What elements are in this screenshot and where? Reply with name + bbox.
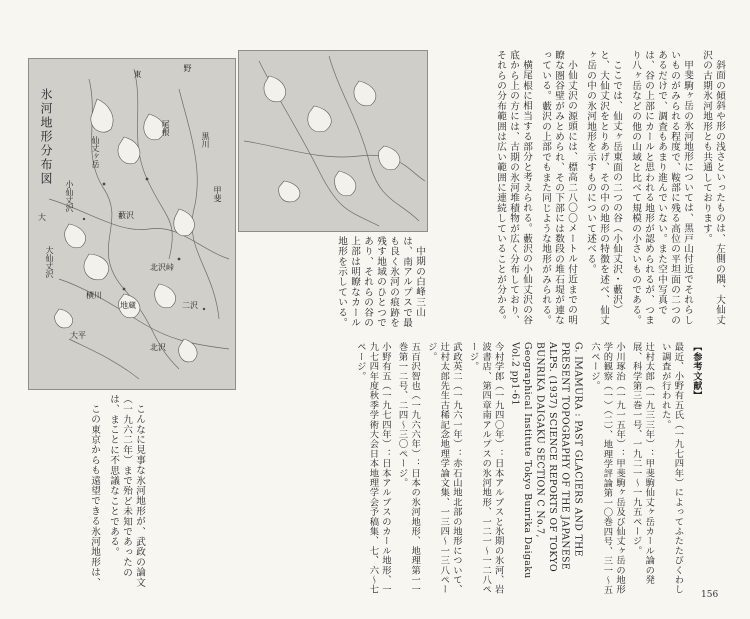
page-number: 156 <box>701 590 719 600</box>
map-label: 藪沢 <box>118 211 134 220</box>
map-label: 二沢 <box>182 301 198 310</box>
reference-item: 小野有五（一九七四年）：日本アルプスのカール地形、一九七四年度秋季学術大会日本地理学会予稿集、七、六〜七ページ。 <box>354 342 391 595</box>
paragraph: 中期の白峰三山は、南アルプスで最も良く氷河の痕跡を残す地域のひとつであり、それらの谷の上部は明瞭なカール地形を示している。 <box>336 236 425 328</box>
references-title: 【参考文献】 <box>691 342 702 401</box>
reference-item: 最近、小野有五氏（一九七四年）によってふたたびくわしい調査が行われた。 <box>659 342 684 595</box>
paragraph: 斜面の傾斜や形の浅さといったものは、左側の隅、大仙丈沢の古期氷河地形とも共通しております。 <box>701 50 725 325</box>
references-section <box>150 342 702 597</box>
map-label: 北沢 <box>150 343 166 352</box>
reference-item: 辻村太郎（一九三三年）：甲斐駒仙丈ヶ岳カール論の発展、科学第三巻一号、一九二一〜一九五ページ。 <box>630 342 655 585</box>
map-drawing <box>29 59 235 389</box>
paragraph: 小仙丈沢の源頭には、標高二八〇〇メートル付近までの明瞭な圏谷壁がみとめられ、その下部には数段の堆石堤が連なっている。藪沢の上部でもまた同じような地形がみられる。 <box>540 50 577 326</box>
reference-item: 武政英二（一九六一年）：赤石山地北部の地形について、辻村太郎先生古稀記念地理学論文集、一三四〜一三八ページ。 <box>425 342 462 595</box>
map-label: 地蔵 <box>120 301 136 310</box>
map-label: 仙丈ヶ岳 <box>91 136 100 168</box>
paragraph: こんなに見事な氷河地形が、武政の論文（一九六二年）まで殆ど未知であったのは、まことに不思議なことである。 <box>108 394 145 588</box>
map-label: 甲斐 <box>213 186 222 202</box>
map-title: 氷河地形分布図 <box>39 88 53 186</box>
reference-item: 小川琢治（一九一五年）：甲斐駒ヶ岳及び仙丈ヶ岳の地形学的観察（一）（二）、地理学評論第一〇巻四号、三一〜五六ページ。 <box>588 342 626 595</box>
paragraph: 甲斐駒ヶ岳の氷河地形については、黒戸山付近でそれらしいものがみられる程度で、鞍部に残る高位の平坦面の二つのあるだけで、調査もあまり進んでいない。また空中写真では、谷の上部にカールと思われる地形が認められるが、つまり八ヶ岳などの他の山域と比べて規模の小さいものである。 <box>630 50 693 326</box>
map-label: 大平 <box>70 331 86 340</box>
inset-map-drawing <box>239 51 427 231</box>
inset-map <box>238 50 428 232</box>
map-label: 黒川 <box>201 132 210 148</box>
map-label: 小仙丈沢 <box>65 180 74 212</box>
reference-item: G. IMAMURA : PAST GLACIERS AND THE PRESENT TOPOGRAPHY OF THE JAPANESE ALPS. (1937) SCIENCE REPORTS OF TOKYO BUNRIKA DAIGAKU SECTION C No.7, Geographical Institute Tokyo Bunrika Daigaku Vol.2 pp1-61 <box>509 342 584 579</box>
upper-body-text <box>430 50 726 332</box>
inset-caption-text <box>238 236 426 336</box>
paragraph: この東京からも遠望できる氷河地形は、 <box>89 403 100 588</box>
reference-item: 今村学郎（一九四〇年）：日本アルプスと氷期の氷河、岩波書店、第四章南アルプスの氷河地形、一二一〜一二八ページ。 <box>467 342 504 595</box>
map-label: 東 <box>133 70 142 78</box>
paragraph: 横尾根に相当する部分と考えられる。藪沢の小仙丈沢の谷底から上の方には、古期の氷河堆積物が広く分布しており、それらの分布範囲は広い範囲に連続していることが分かる。 <box>495 50 532 326</box>
reference-item: 五百沢智也（一九六六年）：日本の氷河地形、地理第一一巻第一二号、二四〜三〇ページ。 <box>396 342 421 595</box>
glacier-distribution-map <box>28 58 236 390</box>
lower-left-text <box>28 394 146 594</box>
map-label: 尾根 <box>161 120 170 136</box>
map-label: 横川 <box>86 291 102 300</box>
map-label: 北沢峠 <box>150 263 174 272</box>
map-label: 野 <box>183 64 192 72</box>
paragraph: ここでは、仙丈ヶ岳東面の二つの谷（小仙丈沢・藪沢）と、大仙丈沢をとりあげ、その中の地形の特徴を述べ、仙丈ヶ岳の中の氷河地形を示すものについて述べる。 <box>585 50 622 326</box>
map-label: 大仙丈沢 <box>45 246 54 278</box>
map-label: 大 <box>38 213 46 222</box>
